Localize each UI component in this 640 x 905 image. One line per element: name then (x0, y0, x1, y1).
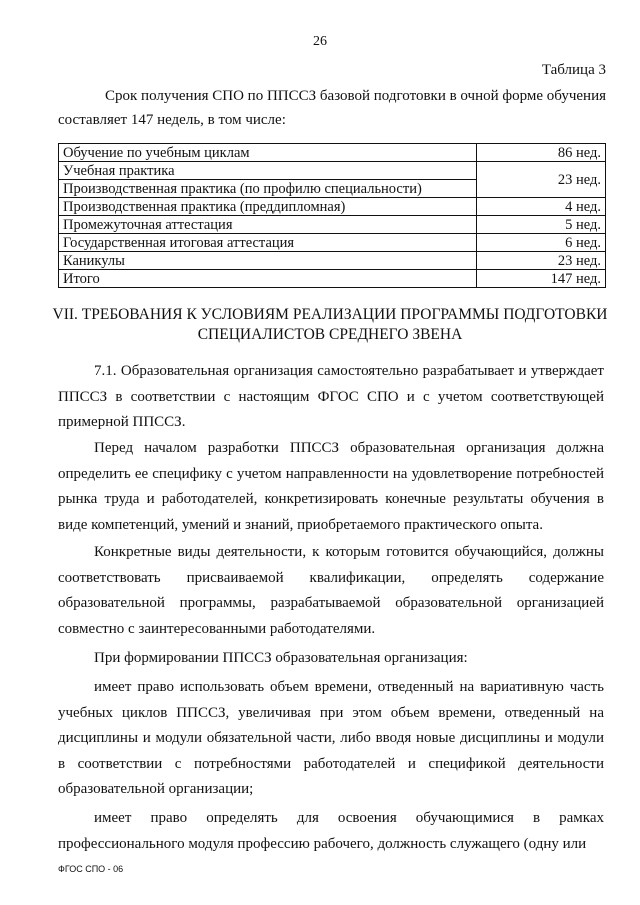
table-row (59, 216, 606, 234)
study-weeks-table (58, 143, 606, 288)
row-label: Производственная практика (преддипломная) (59, 198, 477, 216)
row-label: Производственная практика (по профилю специальности) (59, 180, 477, 198)
paragraph-worker-profession: имеет право определять для освоения обучающимися в рамках профессионального модуля профессию рабочего, должность служащего (одну или (58, 810, 604, 852)
row-label: Промежуточная аттестация (59, 216, 477, 234)
paragraph-formation: При формировании ППССЗ образовательная организация: (94, 650, 468, 666)
row-label: Итого (59, 270, 477, 288)
table-row (59, 252, 606, 270)
row-label: Государственная итоговая аттестация (59, 234, 477, 252)
paragraph-activities: Конкретные виды деятельности, к которым готовится обучающийся, должны соответствовать присваиваемой квалификации, определять содержание образовательной программы, разрабатываемой образовательной организацией совместно с заинтересованными работодателями. (58, 544, 604, 637)
table-caption: Таблица 3 (541, 62, 606, 78)
row-value: 86 нед. (477, 144, 606, 162)
table-row (59, 144, 606, 162)
table-row (59, 270, 606, 288)
row-value: 6 нед. (477, 234, 606, 252)
table-row (59, 234, 606, 252)
table-row (59, 162, 606, 180)
intro-line-1: Срок получения СПО по ППССЗ базовой подготовки в очной форме обучения (105, 88, 606, 104)
intro-line-2: составляет 147 недель, в том числе: (58, 112, 286, 128)
page-number: 26 (313, 34, 327, 49)
section-heading (40, 305, 620, 345)
paragraph-specifics: Перед началом разработки ППССЗ образовательная организация должна определить ее специфику с учетом направленности на удовлетворение потребностей рынка труда и работодателей, конкретизировать конечные результаты обучения в виде компетенций, умений и знаний, приобретаемого практического опыта. (58, 440, 604, 533)
footer-code: ФГОС СПО - 06 (58, 864, 124, 874)
row-label: Каникулы (59, 252, 477, 270)
section-heading-line-1: VII. ТРЕБОВАНИЯ К УСЛОВИЯМ РЕАЛИЗАЦИИ ПРОГРАММЫ ПОДГОТОВКИ (52, 306, 608, 323)
paragraph-variative-part: имеет право использовать объем времени, отведенный на вариативную часть учебных циклов ППССЗ, увеличивая при этом объем времени, отведенный на дисциплины и модули обязательной части, либо вводя новые дисциплины и модули в соответствии с потребностями работодателей и спецификой деятельности образовательной организации; (58, 679, 604, 797)
row-label: Учебная практика (59, 162, 477, 180)
row-value: 5 нед. (477, 216, 606, 234)
row-value: 23 нед. (477, 162, 606, 198)
row-value: 147 нед. (477, 270, 606, 288)
row-value: 4 нед. (477, 198, 606, 216)
table-row (59, 198, 606, 216)
row-value: 23 нед. (477, 252, 606, 270)
paragraph-7-1: 7.1. Образовательная организация самостоятельно разрабатывает и утверждает ППССЗ в соответствии с настоящим ФГОС СПО и с учетом соответствующей примерной ППССЗ. (58, 363, 604, 430)
section-heading-line-2: СПЕЦИАЛИСТОВ СРЕДНЕГО ЗВЕНА (197, 326, 463, 343)
row-label: Обучение по учебным циклам (59, 144, 477, 162)
